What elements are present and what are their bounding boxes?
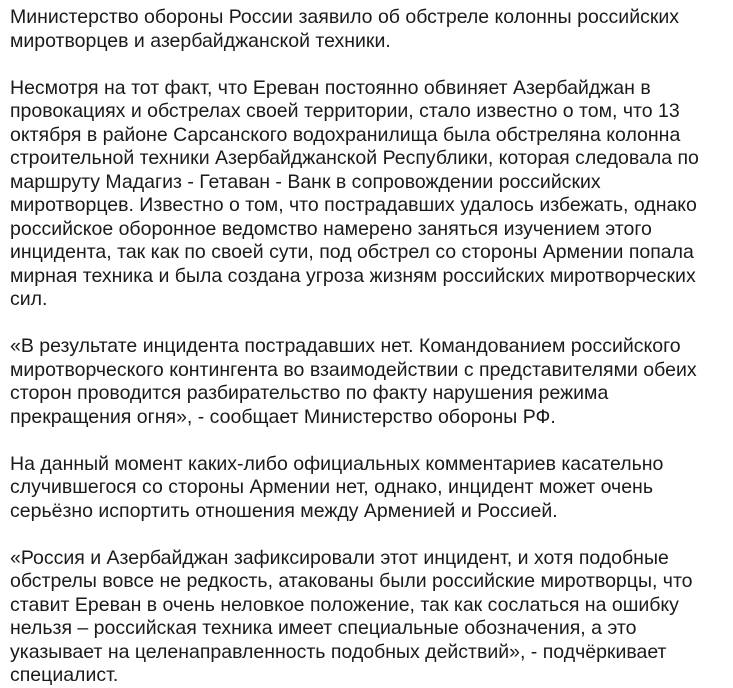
paragraph-ministry-quote: «В результате инцидента пострадавших нет. Командованием российского миротворческого контингента во взаимодействии с представителями обеих сторон проводится разбирательство по факту нарушения режима прекращения огня», - сообщает Министерство обороны РФ. [10, 335, 697, 428]
paragraph-armenia-comment: На данный момент каких-либо официальных комментариев касательно случившегося со стороны Армении нет, однако, инцидент может очень серьёзно испортить отношения между Арменией и Россией. [10, 452, 664, 522]
article-body [10, 6, 723, 688]
paragraph-lead: Министерство обороны России заявило об обстреле колонны российских миротворцев и азербайджанской техники. [10, 6, 680, 52]
paragraph-incident: Несмотря на тот факт, что Ереван постоянно обвиняет Азербайджан в провокациях и обстрелах своей территории, стало известно о том, что 13 октября в районе Сарсанского водохранилища была обстреляна колонна строительной техники Азербайджанской Республики, которая следовала по маршруту Мадагиз - Гетаван - Ванк в сопровождении российских миротворцев. Известно о том, что пострадавших удалось избежать, однако российское оборонное ведомство намерено заняться изучением этого инцидента, так как по своей сути, под обстрел со стороны Армении попала мирная техника и была создана угроза жизням российских миротворческих сил. [10, 76, 699, 310]
paragraph-specialist-quote: «Россия и Азербайджан зафиксировали этот инцидент, и хотя подобные обстрелы вовсе не редкость, атакованы были российские миротворцы, что ставит Ереван в очень неловкое положение, так как сослаться на ошибку нельзя – российская техника имеет специальные обозначения, а это указывает на целенаправленность подобных действий», - подчёркивает специалист. [10, 546, 693, 686]
